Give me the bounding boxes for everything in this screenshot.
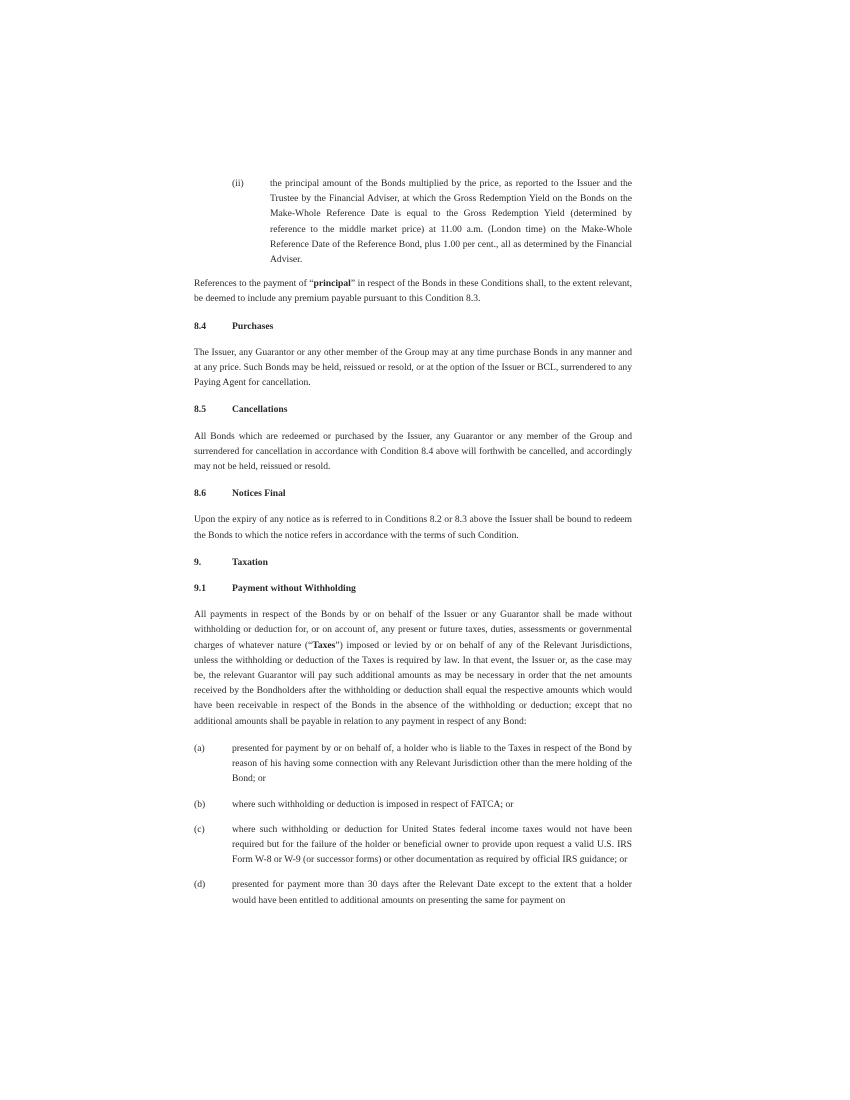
list-item-text: the principal amount of the Bonds multiplied by the price, as reported to the Issuer and the Trustee by the Financial Adviser, at which the Gross Redemption Yield on the Bonds on the Make-Whole Reference Date is equal to the Gross Redemption Yield (determined by reference to the middle market price) at 11.00 a.m. (London time) on the Make-Whole Reference Date of the Reference Bond, plus 1.00 per cent., all as determined by the Financial Adviser. xyxy=(270,178,632,266)
section-heading-9 xyxy=(194,555,632,570)
section-number: 8.6 xyxy=(194,488,206,500)
list-item-ii xyxy=(232,176,632,267)
taxes-text-before: All payments in respect of the Bonds by or on behalf of the Issuer or any Guarantor shall be made without withholding or deduction for, or on account of, any present or future taxes, duties, assessments or governmental charges of whatever nature (“ xyxy=(194,609,632,651)
list-item-text: presented for payment by or on behalf of, a holder who is liable to the Taxes in respect of the Bond by reason of his having some connection with any Relevant Jurisdiction other than the mere holding of the Bond; or xyxy=(232,742,632,785)
list-item-text: presented for payment more than 30 days after the Relevant Date except to the extent that a holder would have been entitled to additional amounts on presenting the same for payment on xyxy=(232,879,632,906)
section-number: 9. xyxy=(194,556,202,568)
list-item-d xyxy=(194,877,632,907)
section-title: Payment without Withholding xyxy=(232,583,356,595)
list-item-c xyxy=(194,822,632,868)
principal-term: principal xyxy=(313,278,351,290)
list-item-label: (b) xyxy=(194,798,206,810)
list-item-b xyxy=(194,797,632,812)
section-title: Cancellations xyxy=(232,404,288,416)
section-heading-8-6 xyxy=(194,486,632,501)
taxes-text-after: ”) imposed or levied by or on behalf of any of the Relevant Jurisdictions, unless the withholding or deduction of the Taxes is required by law. In that event, the Issuer or, as the case may be, the relevant Guarantor will pay such additional amounts as may be necessary in order that the net amounts received by the Bondholders after the withholding or deduction shall equal the respective amounts which would have been receivable in respect of the Bonds in the absence of the withholding or deduction; except that no additional amounts shall be payable in relation to any payment in respect of any Bond: xyxy=(194,639,632,727)
section-heading-8-5 xyxy=(194,402,632,417)
list-item-label: (ii) xyxy=(232,178,244,189)
list-item-label: (c) xyxy=(194,823,205,835)
section-number: 8.5 xyxy=(194,404,206,416)
section-8-5-text: All Bonds which are redeemed or purchased by the Issuer, any Guarantor or any member of the Group and surrendered for cancellation in accordance with Condition 8.4 above will forthwith be cancelled, and accordingly may not be held, reissued or resold. xyxy=(194,430,632,473)
section-8-4-text: The Issuer, any Guarantor or any other member of the Group may at any time purchase Bonds in any manner and at any price. Such Bonds may be held, reissued or resold, or at the option of the Issuer or BCL, surrendered to any Paying Agent for cancellation. xyxy=(194,346,633,389)
list-item-label: (d) xyxy=(194,879,206,891)
section-number: 9.1 xyxy=(194,583,206,595)
section-title: Notices Final xyxy=(232,488,286,500)
list-item-text: where such withholding or deduction is imposed in respect of FATCA; or xyxy=(232,798,514,810)
list-item-text: where such withholding or deduction for United States federal income taxes would not have been required but for the failure of the holder or beneficial owner to provide upon request a valid U.S. IRS Form W-8 or W-9 (or successor forms) or other documentation as required by official IRS guidance; or xyxy=(232,823,632,866)
principal-text-before: References to the payment of “ xyxy=(194,278,314,290)
principal-text-after: ” in respect of the Bonds in these Conditions shall, to the extent relevant, be deemed to include any premium payable pursuant to this Condition 8.3. xyxy=(194,278,632,305)
page-content xyxy=(194,176,632,918)
list-item-a xyxy=(194,741,632,787)
section-heading-9-1 xyxy=(194,581,632,596)
section-title: Purchases xyxy=(232,320,274,332)
principal-paragraph xyxy=(194,276,632,306)
section-number: 8.4 xyxy=(194,320,206,332)
section-title: Taxation xyxy=(232,556,268,568)
section-8-6-text: Upon the expiry of any notice as is referred to in Conditions 8.2 or 8.3 above the Issuer shall be bound to redeem the Bonds to which the notice refers in accordance with the terms of such Condition. xyxy=(194,514,632,541)
list-item-label: (a) xyxy=(194,742,205,754)
section-9-1-text xyxy=(194,607,632,729)
section-heading-8-4 xyxy=(194,319,632,334)
taxes-term: Taxes xyxy=(312,639,336,651)
